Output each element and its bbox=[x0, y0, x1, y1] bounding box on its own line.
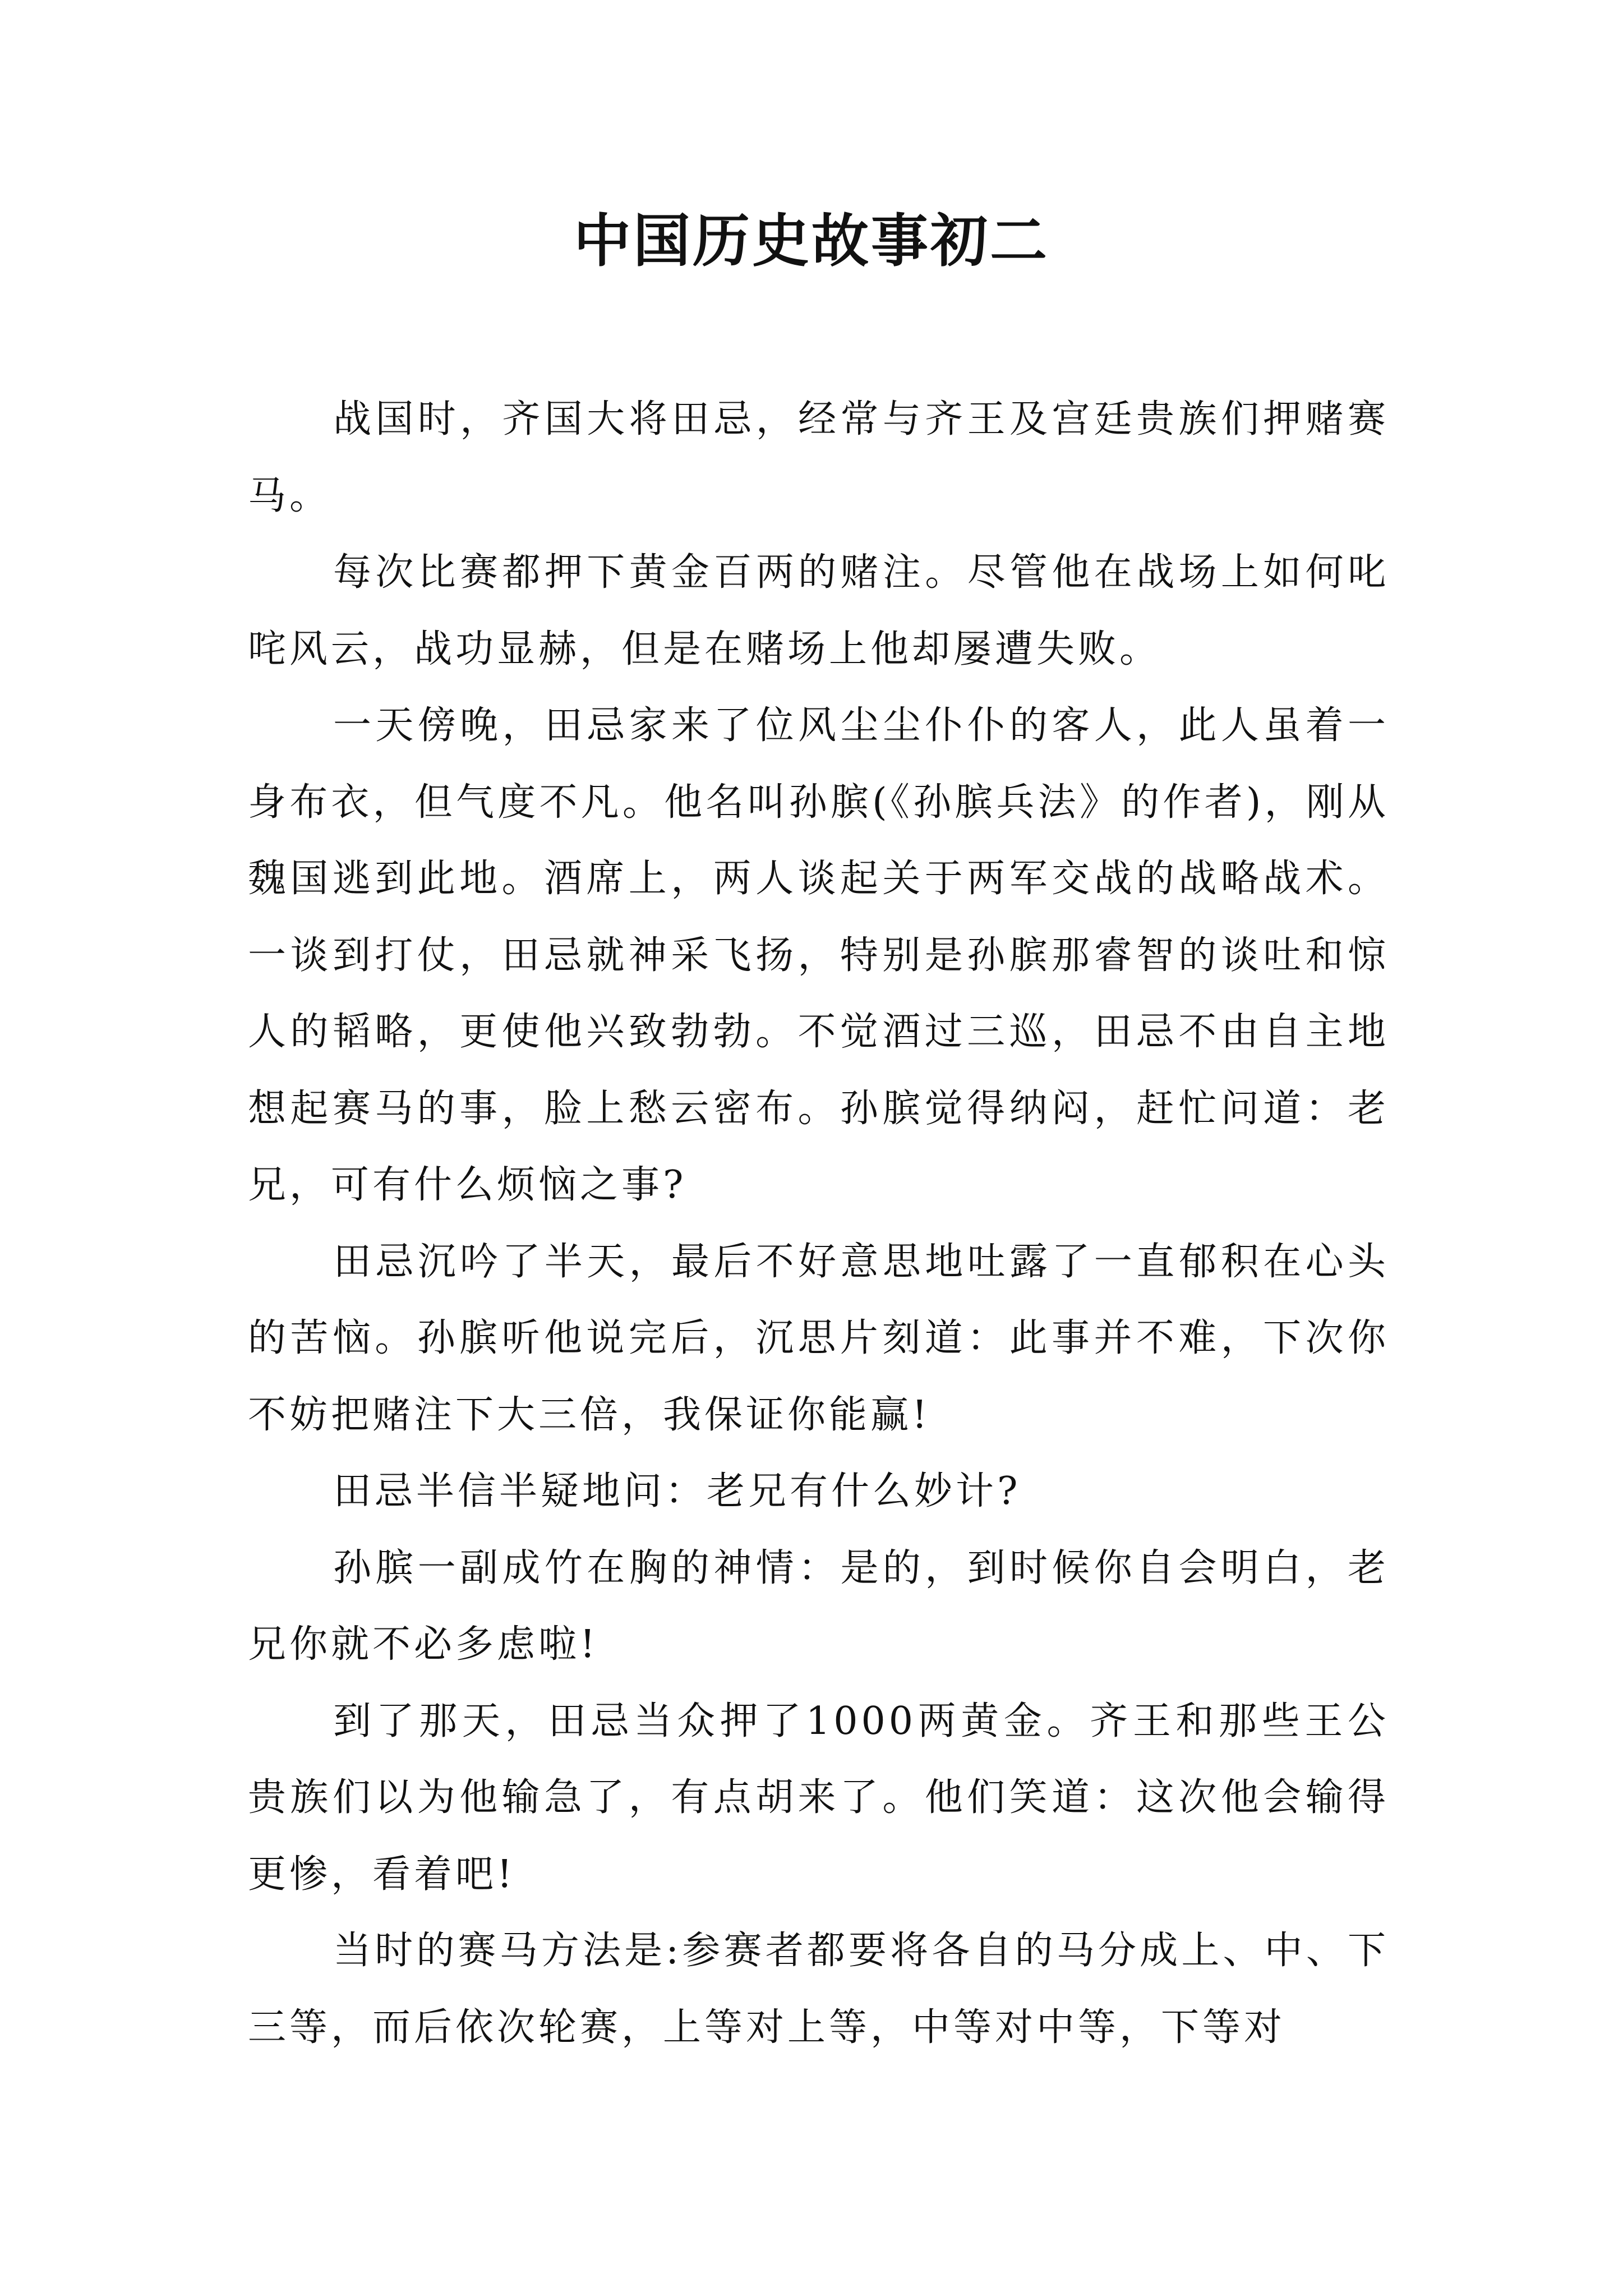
document-title: 中国历史故事初二 bbox=[574, 208, 1049, 275]
paragraph: 到了那天，田忌当众押了1000两黄金。齐王和那些王公贵族们以为他输急了，有点胡来了。他们笑道：这次他会输得更惨，看着吧! bbox=[248, 1699, 1389, 1897]
document-body bbox=[248, 381, 1389, 2066]
paragraph: 每次比赛都押下黄金百两的赌注。尽管他在战场上如何叱咤风云，战功显赫，但是在赌场上他却屡遭失败。 bbox=[248, 550, 1389, 671]
paragraph: 当时的赛马方法是:参赛者都要将各自的马分成上、中、下三等，而后依次轮赛，上等对上等，中等对中等，下等对 bbox=[248, 1929, 1389, 2050]
paragraph: 田忌沉吟了半天，最后不好意思地吐露了一直郁积在心头的苦恼。孙膑听他说完后，沉思片刻道：此事并不难，下次你不妨把赌注下大三倍，我保证你能赢! bbox=[248, 1239, 1389, 1437]
paragraph: 战国时，齐国大将田忌，经常与齐王及宫廷贵族们押赌赛马。 bbox=[248, 397, 1389, 518]
paragraph: 田忌半信半疑地问：老兄有什么妙计? bbox=[333, 1469, 1021, 1513]
paragraph: 孙膑一副成竹在胸的神情：是的，到时候你自会明白，老兄你就不必多虑啦! bbox=[248, 1545, 1389, 1667]
paragraph: 一天傍晚，田忌家来了位风尘尘仆仆的客人，此人虽着一身布衣，但气度不凡。他名叫孙膑(《孙膑兵法》的作者)，刚从魏国逃到此地。酒席上，两人谈起关于两军交战的战略战术。一谈到打仗，田忌就神采飞扬，特别是孙膑那睿智的谈吐和惊人的韬略，更使他兴致勃勃。不觉酒过三巡，田忌不由自主地想起赛马的事，脸上愁云密布。孙膑觉得纳闷，赶忙问道：老兄，可有什么烦恼之事? bbox=[248, 703, 1389, 1207]
